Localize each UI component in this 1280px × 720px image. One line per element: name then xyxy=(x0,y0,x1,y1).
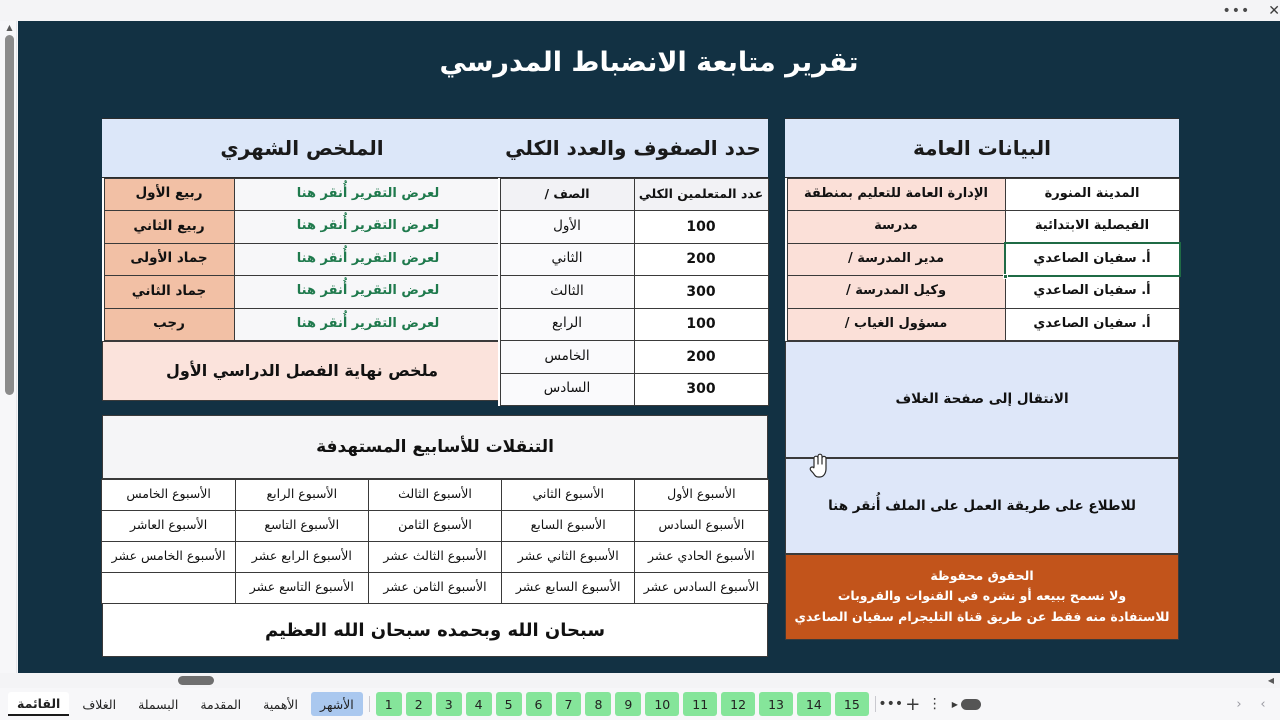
week-link[interactable]: الأسبوع الثامن xyxy=(368,510,502,542)
week-link[interactable]: الأسبوع الثاني xyxy=(501,479,635,511)
week-link[interactable]: الأسبوع الثالث عشر xyxy=(368,541,502,573)
sheet-tab-bar xyxy=(0,688,1280,720)
class-student-count[interactable]: 300 xyxy=(634,373,769,407)
overflow-menu-icon[interactable]: ••• xyxy=(1222,2,1251,19)
class-name[interactable]: الثالث xyxy=(500,275,635,309)
sheet-tab-13[interactable]: 13 xyxy=(759,692,793,716)
sheet-tab-10[interactable]: 10 xyxy=(645,692,679,716)
more-sheets-button[interactable]: ••• xyxy=(878,696,904,712)
page-title: تقرير متابعة الانضباط المدرسي xyxy=(439,47,859,78)
class-name[interactable]: الأول xyxy=(500,210,635,244)
month-name: رجب xyxy=(104,308,235,342)
numbered-sheet-tabs xyxy=(374,692,871,716)
class-student-count[interactable]: 200 xyxy=(634,340,769,374)
sheet-tab-6[interactable]: 6 xyxy=(526,692,552,716)
general-data-label: مدير المدرسة / xyxy=(787,243,1006,277)
general-data-row xyxy=(785,178,1179,211)
class-name[interactable]: الثاني xyxy=(500,243,635,277)
week-link[interactable]: الأسبوع الرابع عشر xyxy=(235,541,369,573)
week-link[interactable]: الأسبوع الأول xyxy=(634,479,768,511)
copyright-line: للاستفادة منه فقط عن طريق قناة التليجرام سفيان الصاعدي xyxy=(794,608,1170,624)
week-link[interactable]: الأسبوع التاسع عشر xyxy=(235,572,369,604)
month-report-link[interactable]: لعرض التقرير أُنقر هنا xyxy=(234,210,503,244)
week-row xyxy=(102,572,768,603)
week-link[interactable]: الأسبوع الثالث xyxy=(368,479,502,511)
selection-fill-handle[interactable] xyxy=(1003,274,1008,279)
class-student-count[interactable]: 300 xyxy=(634,275,769,309)
weeks-header: التنقلات للأسابيع المستهدفة xyxy=(102,415,768,479)
general-data-value[interactable]: أ. سفيان الصاعدي xyxy=(1005,243,1180,277)
sheet-tab-11[interactable]: 11 xyxy=(683,692,717,716)
general-data-value[interactable]: أ. سفيان الصاعدي xyxy=(1005,275,1180,309)
week-link[interactable]: الأسبوع السادس xyxy=(634,510,768,542)
general-data-rows xyxy=(785,178,1179,341)
week-link[interactable]: الأسبوع الرابع xyxy=(235,479,369,511)
month-row xyxy=(102,308,502,341)
vertical-scrollbar[interactable] xyxy=(2,21,17,688)
sheet-tab-4[interactable]: 4 xyxy=(466,692,492,716)
sheet-tab-2[interactable]: 2 xyxy=(406,692,432,716)
classes-column-headers xyxy=(498,178,768,211)
month-name: جماد الثاني xyxy=(104,275,235,309)
monthly-summary-header: الملخص الشهري xyxy=(102,118,502,178)
monthly-summary-rows xyxy=(102,178,502,341)
next-sheet-icon[interactable]: › xyxy=(1260,696,1266,712)
general-data-label: وكيل المدرسة / xyxy=(787,275,1006,309)
sheet-tab-8[interactable]: 8 xyxy=(585,692,611,716)
month-report-link[interactable]: لعرض التقرير أُنقر هنا xyxy=(234,275,503,309)
open-guide-button[interactable]: للاطلاع على طريقة العمل على الملف أُنقر هنا xyxy=(785,458,1179,554)
close-icon[interactable]: ✕ xyxy=(1268,2,1280,19)
class-student-count[interactable]: 100 xyxy=(634,210,769,244)
class-row xyxy=(498,243,768,276)
prev-sheet-icon[interactable]: ‹ xyxy=(1236,696,1242,712)
month-row xyxy=(102,211,502,244)
sheet-tab-القائمة[interactable]: القائمة xyxy=(8,692,69,716)
class-row xyxy=(498,308,768,341)
week-link[interactable]: الأسبوع السادس عشر xyxy=(634,572,768,604)
sheet-tab-5[interactable]: 5 xyxy=(496,692,522,716)
classes-panel xyxy=(498,118,768,406)
class-name[interactable]: السادس xyxy=(500,373,635,407)
scroll-left-icon[interactable]: ◀ xyxy=(1267,676,1275,685)
general-data-value[interactable]: أ. سفيان الصاعدي xyxy=(1005,308,1180,342)
week-link[interactable]: الأسبوع الخامس عشر xyxy=(101,541,235,573)
sheet-tab-1[interactable]: 1 xyxy=(376,692,402,716)
sheet-canvas[interactable] xyxy=(18,21,1280,688)
sheet-list-pill xyxy=(961,699,981,710)
general-data-value[interactable]: المدينة المنورة xyxy=(1005,178,1180,212)
chevron-right-icon[interactable]: ▶ xyxy=(951,699,958,709)
week-link[interactable]: الأسبوع التاسع xyxy=(235,510,369,542)
sheet-tab-الغلاف[interactable]: الغلاف xyxy=(82,696,117,712)
sheet-tab-7[interactable]: 7 xyxy=(556,692,582,716)
week-link[interactable]: الأسبوع الثاني عشر xyxy=(501,541,635,573)
sheet-tab-البسملة[interactable]: البسملة xyxy=(138,696,179,712)
general-data-row xyxy=(785,308,1179,341)
dua-row: سبحان الله وبحمده سبحان الله العظيم xyxy=(102,603,768,657)
class-row xyxy=(498,276,768,309)
class-row xyxy=(498,341,768,374)
classes-rows xyxy=(498,211,768,406)
sheet-tab-14[interactable]: 14 xyxy=(797,692,831,716)
sheet-tab-الأهمية[interactable]: الأهمية xyxy=(263,696,299,712)
month-row xyxy=(102,243,502,276)
month-report-link[interactable]: لعرض التقرير أُنقر هنا xyxy=(234,178,503,212)
add-sheet-button[interactable]: + xyxy=(905,693,921,715)
sheet-tab-9[interactable]: 9 xyxy=(615,692,641,716)
month-report-link[interactable]: لعرض التقرير أُنقر هنا xyxy=(234,308,503,342)
sheet-options-button[interactable]: ⋮ xyxy=(927,696,942,712)
month-name: جماد الأولى xyxy=(104,243,235,277)
named-sheet-tabs xyxy=(6,692,365,716)
week-link[interactable]: الأسبوع السابع عشر xyxy=(501,572,635,604)
week-cell-empty xyxy=(101,572,235,604)
tab-divider-2 xyxy=(875,696,876,712)
go-to-cover-button[interactable]: الانتقال إلى صفحة الغلاف xyxy=(785,341,1179,458)
week-link[interactable]: الأسبوع الخامس xyxy=(101,479,235,511)
sheet-list-toggle[interactable] xyxy=(952,699,981,710)
month-row xyxy=(102,276,502,309)
week-link[interactable]: الأسبوع الحادي عشر xyxy=(634,541,768,573)
sheet-nav-arrows xyxy=(1228,697,1274,712)
month-row xyxy=(102,178,502,211)
month-name: ربيع الأول xyxy=(104,178,235,212)
copyright-line: الحقوق محفوظة xyxy=(930,567,1034,583)
sheet-tab-15[interactable]: 15 xyxy=(835,692,869,716)
weeks-rows xyxy=(102,479,768,603)
week-link[interactable]: الأسبوع السابع xyxy=(501,510,635,542)
horizontal-scrollbar-thumb[interactable] xyxy=(178,676,214,685)
weeks-panel xyxy=(102,415,768,657)
window-titlebar xyxy=(0,0,1280,21)
scroll-up-icon[interactable]: ▲ xyxy=(6,23,13,32)
copyright-notice xyxy=(785,554,1179,641)
week-row xyxy=(102,510,768,541)
week-row xyxy=(102,541,768,572)
classes-col-class: الصف / xyxy=(500,178,635,212)
tab-divider xyxy=(369,696,370,712)
general-data-row xyxy=(785,211,1179,244)
monthly-summary-panel xyxy=(102,118,502,401)
sheet-tab-الأشهر[interactable]: الأشهر xyxy=(311,692,363,716)
class-student-count[interactable]: 100 xyxy=(634,308,769,342)
week-row xyxy=(102,479,768,510)
month-report-link[interactable]: لعرض التقرير أُنقر هنا xyxy=(234,243,503,277)
horizontal-scrollbar[interactable] xyxy=(0,673,1280,688)
month-name: ربيع الثاني xyxy=(104,210,235,244)
sheet-tab-3[interactable]: 3 xyxy=(436,692,462,716)
class-row xyxy=(498,373,768,406)
classes-header: حدد الصفوف والعدد الكلي xyxy=(498,118,768,178)
copyright-line: ولا نسمح ببيعه أو نشره في القنوات والقروبات xyxy=(837,588,1127,604)
general-data-label: الإدارة العامة للتعليم بمنطقة xyxy=(787,178,1006,212)
classes-col-count: عدد المتعلمين الكلي xyxy=(634,178,769,212)
general-data-row xyxy=(785,276,1179,309)
week-link[interactable]: الأسبوع العاشر xyxy=(101,510,235,542)
class-name[interactable]: الخامس xyxy=(500,340,635,374)
general-data-label: مسؤول الغياب / xyxy=(787,308,1006,342)
vertical-scrollbar-thumb[interactable] xyxy=(5,35,14,395)
general-data-row-selected xyxy=(785,243,1179,276)
sheet-tab-12[interactable]: 12 xyxy=(721,692,755,716)
class-name[interactable]: الرابع xyxy=(500,308,635,342)
week-link[interactable]: الأسبوع الثامن عشر xyxy=(368,572,502,604)
general-data-value[interactable]: الفيصلية الابتدائية xyxy=(1005,210,1180,244)
class-row xyxy=(498,211,768,244)
term-summary-button[interactable]: ملخص نهاية الفصل الدراسي الأول xyxy=(102,341,502,401)
general-data-panel xyxy=(785,118,1179,640)
general-data-label: مدرسة xyxy=(787,210,1006,244)
sheet-tab-المقدمة[interactable]: المقدمة xyxy=(200,696,242,712)
class-student-count[interactable]: 200 xyxy=(634,243,769,277)
general-data-header: البيانات العامة xyxy=(785,118,1179,178)
